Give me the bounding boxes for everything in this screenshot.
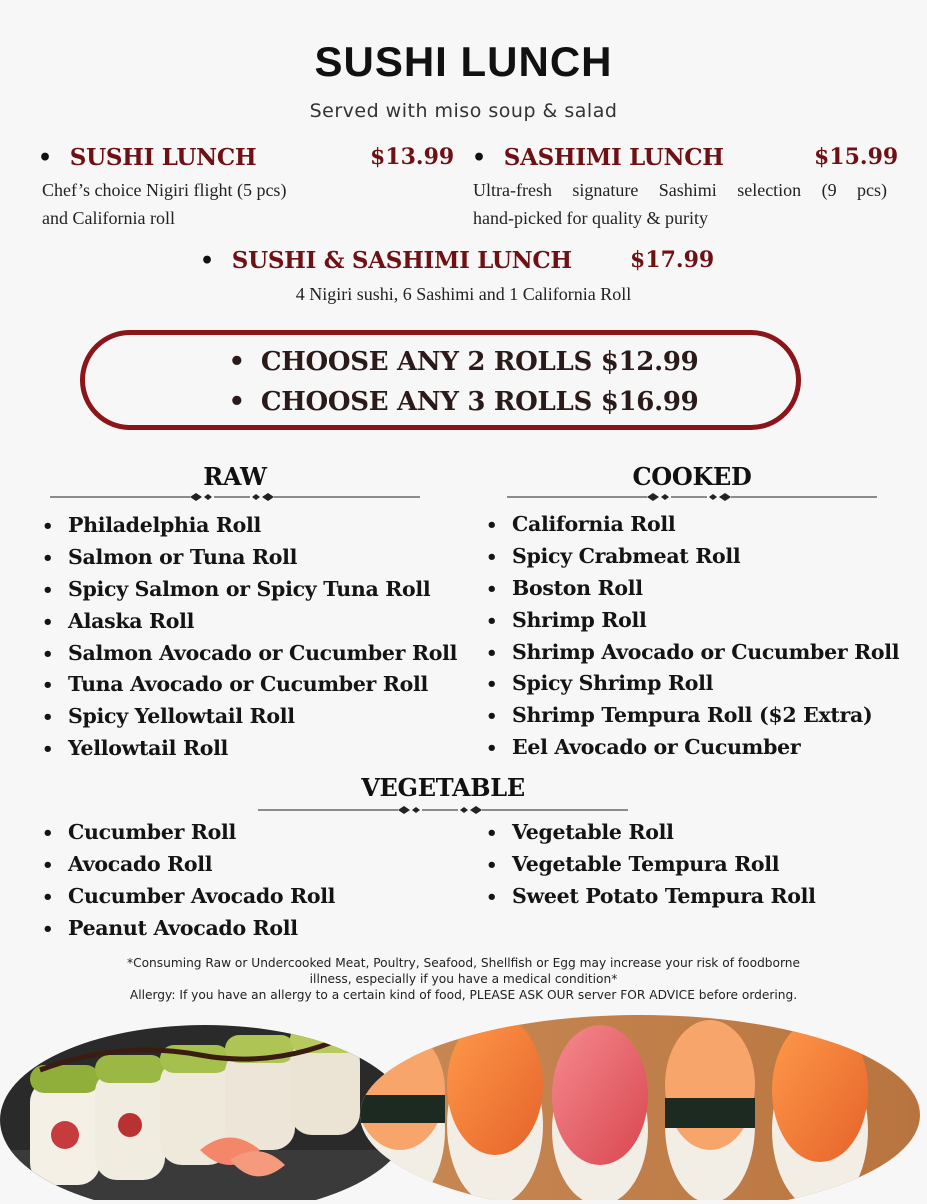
list-item: • Shrimp Tempura Roll ($2 Extra) <box>486 700 899 732</box>
list-item: • California Roll <box>486 509 899 541</box>
desc-line: Chef’s choice Nigiri flight (5 pcs) <box>42 180 287 200</box>
raw-ornament-divider <box>50 490 420 504</box>
list-item: • Vegetable Roll <box>486 817 816 849</box>
desc-line: Ultra-fresh signature Sashimi selection (9 pcs) <box>473 180 887 200</box>
list-item: • Vegetable Tempura Roll <box>486 849 816 881</box>
bullet: • <box>228 387 245 417</box>
vegetable-ornament-divider <box>258 803 628 817</box>
cooked-ornament-divider <box>507 490 877 504</box>
bullet: • <box>228 347 245 377</box>
list-item: • Alaska Roll <box>42 606 457 638</box>
vegetable-heading: VEGETABLE <box>361 773 525 802</box>
raw-roll-list <box>42 510 457 765</box>
sushi-sashimi-lunch-price: $17.99 <box>630 247 715 273</box>
list-item: • Spicy Yellowtail Roll <box>42 701 457 733</box>
allergy-notice-line: Allergy: If you have an allergy to a certain kind of food, PLEASE ASK OUR server FOR ADVICE before ordering. <box>129 988 798 1002</box>
food-safety-notice <box>40 955 887 1003</box>
sashimi-lunch-name: • SASHIMI LUNCH <box>472 144 724 171</box>
cooked-heading: COOKED <box>632 462 752 491</box>
list-item: • Boston Roll <box>486 573 899 605</box>
sushi-photo <box>0 1010 927 1200</box>
sushi-lunch-description <box>42 176 442 232</box>
list-item: • Shrimp Roll <box>486 605 899 637</box>
list-item: • Sweet Potato Tempura Roll <box>486 881 816 913</box>
list-item: • Tuna Avocado or Cucumber Roll <box>42 669 457 701</box>
desc-line: hand-picked for quality & purity <box>473 208 708 228</box>
page-subtitle: Served with miso soup & salad <box>309 100 618 122</box>
sushi-lunch-name: • SUSHI LUNCH <box>38 144 256 171</box>
sushi-sashimi-lunch-description: 4 Nigiri sushi, 6 Sashimi and 1 California Roll <box>295 284 632 304</box>
list-item: • Eel Avocado or Cucumber <box>486 732 899 764</box>
notice-line: *Consuming Raw or Undercooked Meat, Poultry, Seafood, Shellfish or Egg may increase your risk of foodborne <box>126 956 801 970</box>
vegetable-roll-list-right <box>486 817 816 913</box>
list-item: • Spicy Salmon or Spicy Tuna Roll <box>42 574 457 606</box>
list-item: • Spicy Shrimp Roll <box>486 668 899 700</box>
combo-line-2-rolls <box>0 347 927 377</box>
vegetable-roll-list-left <box>42 817 335 945</box>
list-item: • Avocado Roll <box>42 849 335 881</box>
list-item: • Spicy Crabmeat Roll <box>486 541 899 573</box>
combo-3-rolls-text: CHOOSE ANY 3 ROLLS $16.99 <box>260 387 699 417</box>
list-item: • Yellowtail Roll <box>42 733 457 765</box>
combo-line-3-rolls <box>0 387 927 417</box>
list-item: • Cucumber Roll <box>42 817 335 849</box>
desc-line: and California roll <box>42 208 175 228</box>
list-item: • Shrimp Avocado or Cucumber Roll <box>486 637 899 669</box>
list-item: • Cucumber Avocado Roll <box>42 881 335 913</box>
sushi-lunch-price: $13.99 <box>370 144 455 170</box>
list-item: • Philadelphia Roll <box>42 510 457 542</box>
combo-2-rolls-text: CHOOSE ANY 2 ROLLS $12.99 <box>260 347 699 377</box>
cooked-roll-list <box>486 509 899 764</box>
list-item: • Salmon or Tuna Roll <box>42 542 457 574</box>
sashimi-lunch-price: $15.99 <box>814 144 899 170</box>
sushi-sashimi-lunch-name: • SUSHI & SASHIMI LUNCH <box>200 247 572 274</box>
notice-line: illness, especially if you have a medical condition* <box>309 972 618 986</box>
list-item: • Peanut Avocado Roll <box>42 913 335 945</box>
list-item: • Salmon Avocado or Cucumber Roll <box>42 638 457 670</box>
page-title: SUSHI LUNCH <box>314 38 613 85</box>
raw-heading: RAW <box>203 462 267 491</box>
sashimi-lunch-description <box>473 176 887 232</box>
